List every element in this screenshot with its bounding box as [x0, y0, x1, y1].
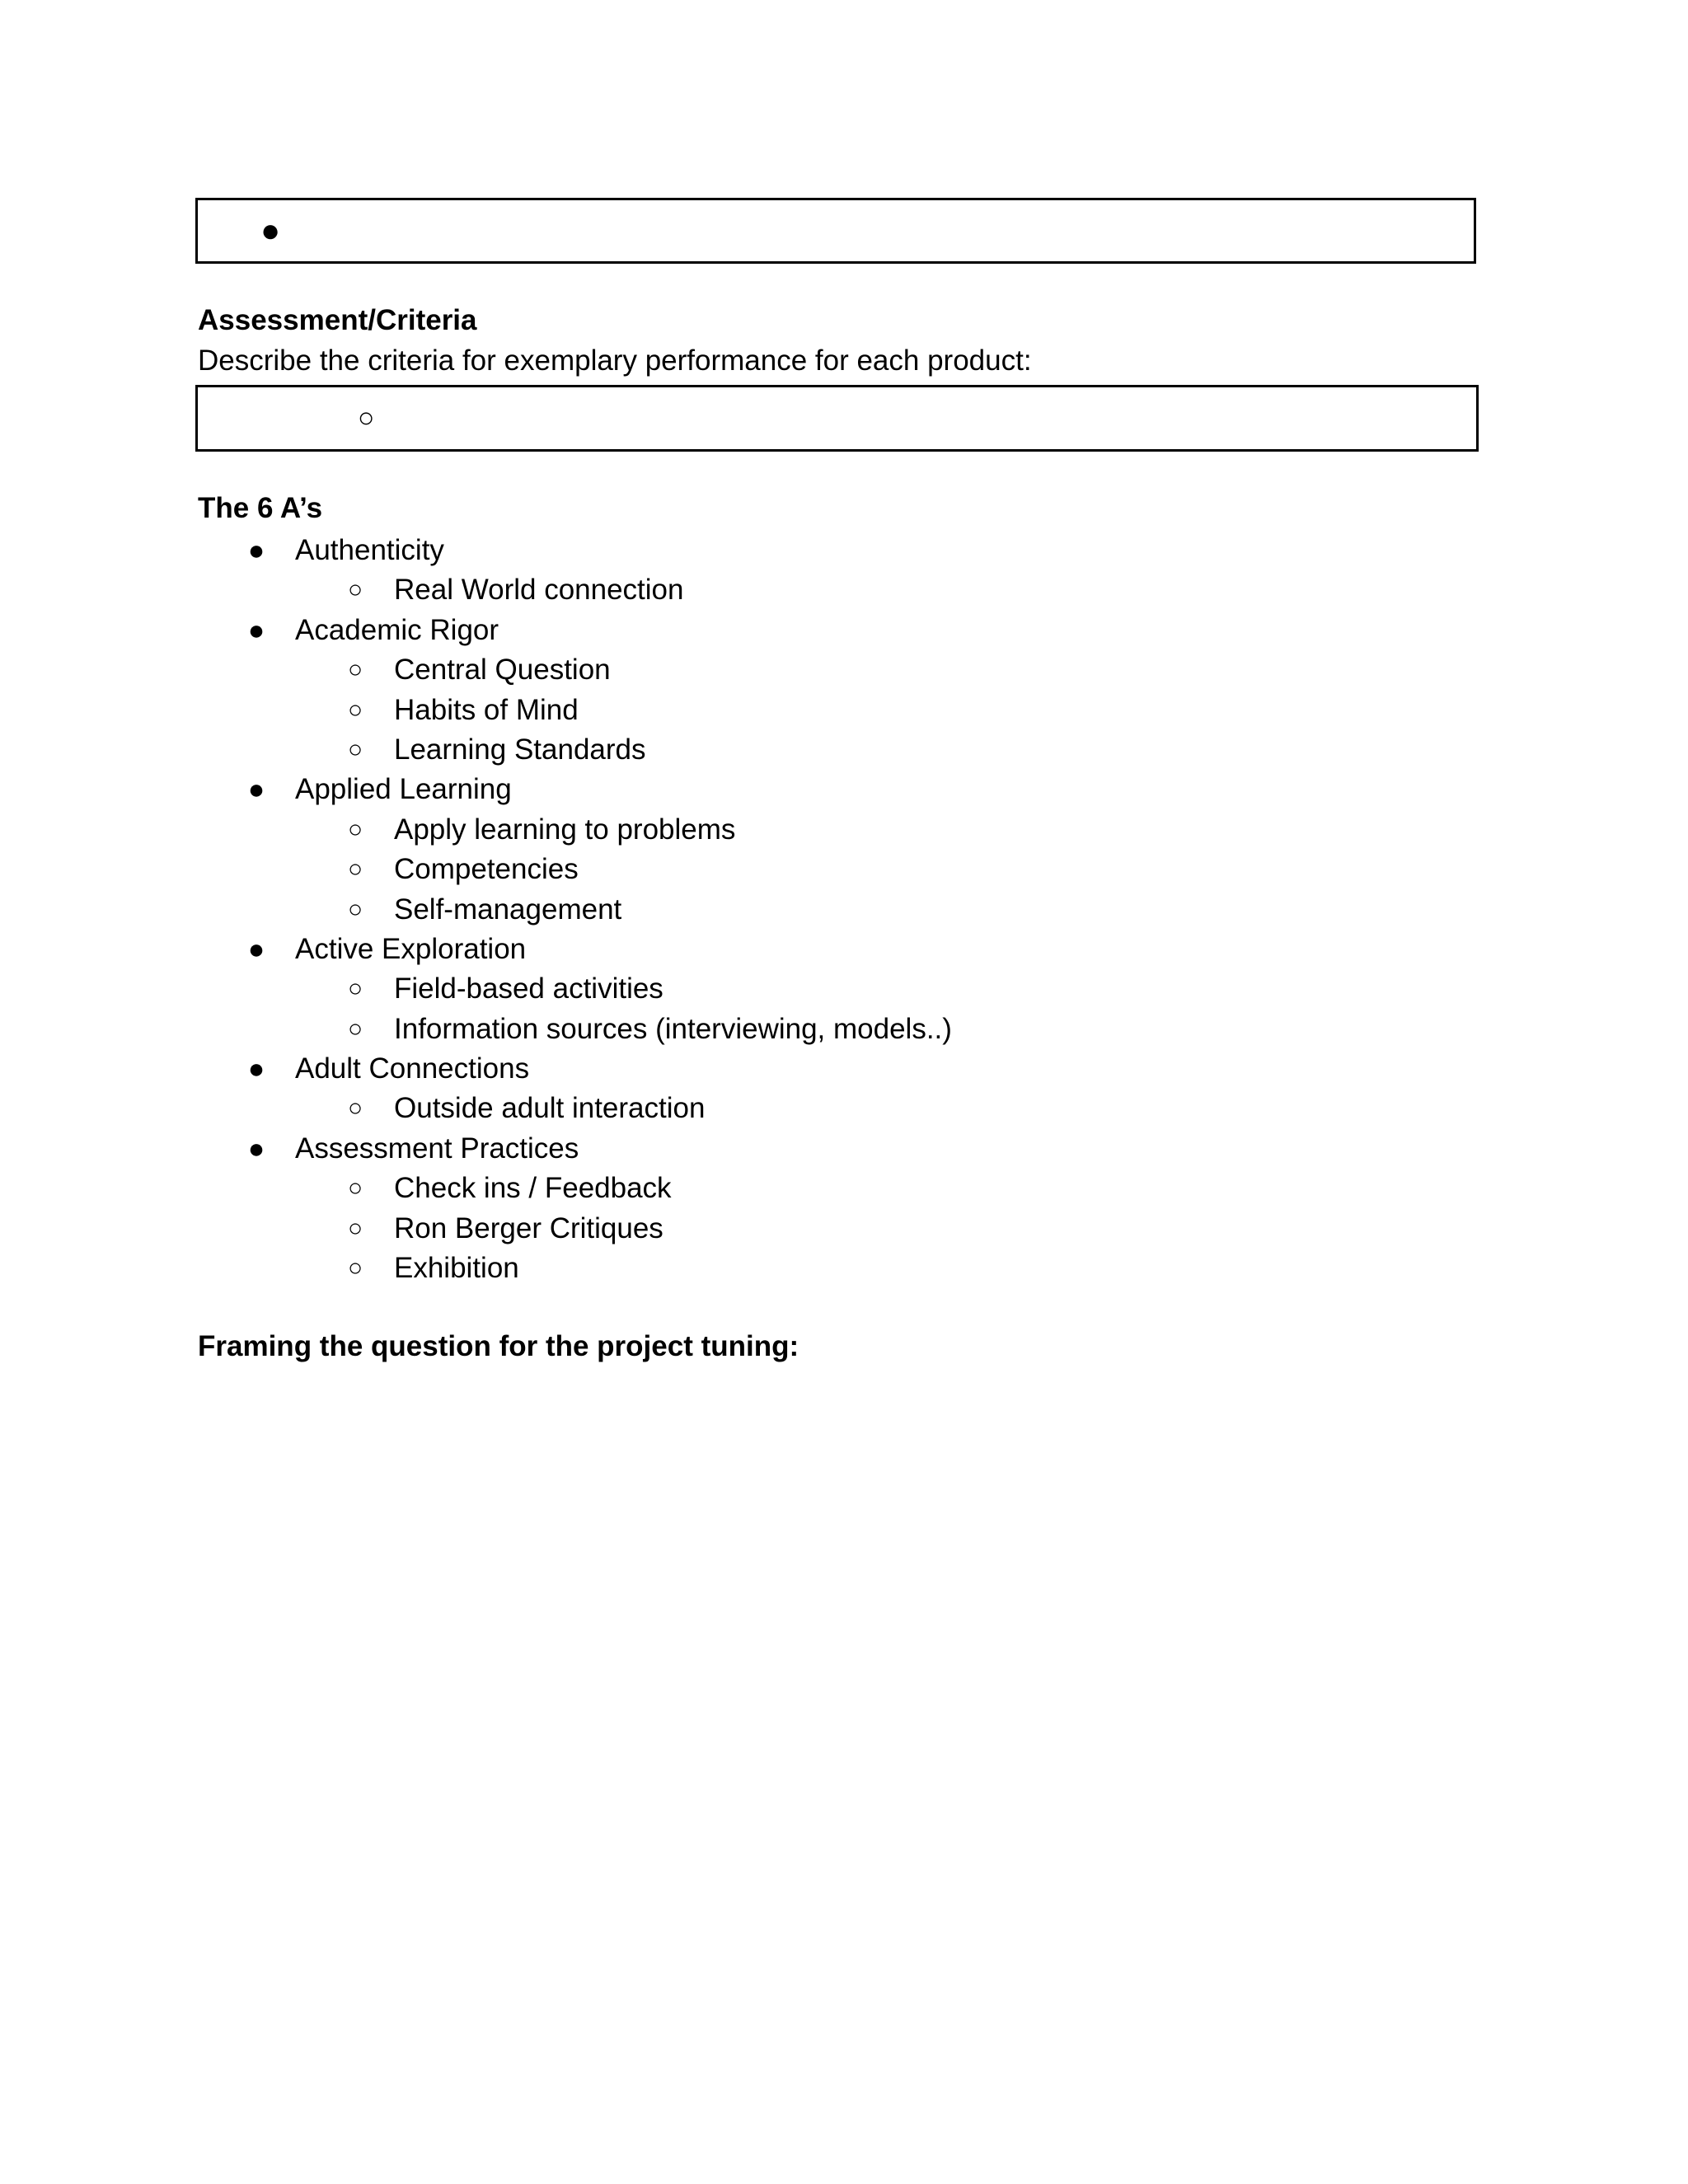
sub-list-item-label: Field-based activities: [394, 972, 663, 1005]
bullet-marker: ●: [247, 614, 265, 646]
list-item: [0, 1129, 1688, 1169]
sub-list-item: [0, 1249, 1688, 1288]
sub-list-item-label: Outside adult interaction: [394, 1092, 706, 1125]
assessment-prompt: Describe the criteria for exemplary performance for each product:: [198, 344, 1032, 377]
sub-list-item-label: Check ins / Feedback: [394, 1172, 672, 1205]
sub-bullet-marker: ○: [347, 1174, 363, 1202]
sub-list-item: [0, 850, 1688, 889]
sub-bullet-marker: ○: [347, 1094, 363, 1122]
bullet-marker: ●: [247, 1132, 265, 1165]
sub-bullet-marker: ○: [347, 1254, 363, 1282]
list-item-label: Applied Learning: [295, 773, 512, 806]
list-item-label: Academic Rigor: [295, 613, 499, 646]
six-as-list: [0, 531, 1688, 1288]
list-item: [0, 1049, 1688, 1089]
sub-bullet-marker: ○: [347, 735, 363, 763]
framing-heading: Framing the question for the project tuning:: [198, 1330, 799, 1362]
list-item-label: Active Exploration: [295, 932, 527, 965]
sub-bullet-marker: ○: [347, 975, 363, 1003]
list-item: [0, 930, 1688, 969]
sub-list-item: [0, 1089, 1688, 1128]
sub-list-item-label: Real World connection: [394, 574, 684, 607]
sub-list-item: [0, 890, 1688, 930]
list-item-label: Assessment Practices: [295, 1132, 579, 1165]
sub-bullet-marker: ○: [347, 815, 363, 843]
list-item-label: Authenticity: [295, 534, 444, 566]
sub-bullet-marker: ○: [347, 576, 363, 604]
bullet-marker: ●: [247, 535, 265, 566]
bullet-marker: ●: [260, 213, 281, 249]
sub-list-item: [0, 730, 1688, 770]
assessment-heading: Assessment/Criteria: [198, 304, 477, 336]
criteria-box: [195, 385, 1479, 452]
sub-list-item: [0, 1209, 1688, 1249]
sub-list-item: [0, 691, 1688, 730]
sub-list-item: [0, 570, 1688, 610]
sub-list-item: [0, 969, 1688, 1009]
bullet-marker: ●: [247, 1053, 265, 1085]
list-item: [0, 531, 1688, 570]
sub-list-item-label: Exhibition: [394, 1252, 519, 1285]
sub-list-item-label: Central Question: [394, 654, 611, 687]
list-item: [0, 770, 1688, 809]
sub-bullet-marker: ○: [347, 855, 363, 883]
sub-bullet-marker: ○: [347, 656, 363, 684]
sub-list-item-label: Apply learning to problems: [394, 813, 736, 846]
bullet-marker: ●: [247, 774, 265, 806]
empty-bullet-box: [195, 198, 1476, 264]
sub-bullet-marker: ○: [347, 696, 363, 724]
bullet-marker: ●: [247, 933, 265, 965]
sub-list-item-label: Self-management: [394, 893, 622, 926]
sub-list-item-label: Habits of Mind: [394, 693, 579, 726]
sub-list-item-label: Ron Berger Critiques: [394, 1212, 663, 1244]
sub-bullet-marker: ○: [347, 1214, 363, 1242]
sub-list-item: [0, 810, 1688, 850]
sub-list-item-label: Information sources (interviewing, models..): [394, 1012, 952, 1045]
sub-list-item: [0, 1010, 1688, 1049]
sub-list-item: [0, 1169, 1688, 1208]
six-as-heading: The 6 A’s: [198, 492, 323, 524]
sub-list-item: [0, 650, 1688, 690]
list-item-label: Adult Connections: [295, 1052, 530, 1085]
sub-bullet-marker: ○: [358, 402, 375, 434]
sub-bullet-marker: ○: [347, 895, 363, 923]
sub-list-item-label: Competencies: [394, 853, 579, 886]
sub-bullet-marker: ○: [347, 1015, 363, 1043]
sub-list-item-label: Learning Standards: [394, 733, 646, 766]
list-item: [0, 611, 1688, 650]
